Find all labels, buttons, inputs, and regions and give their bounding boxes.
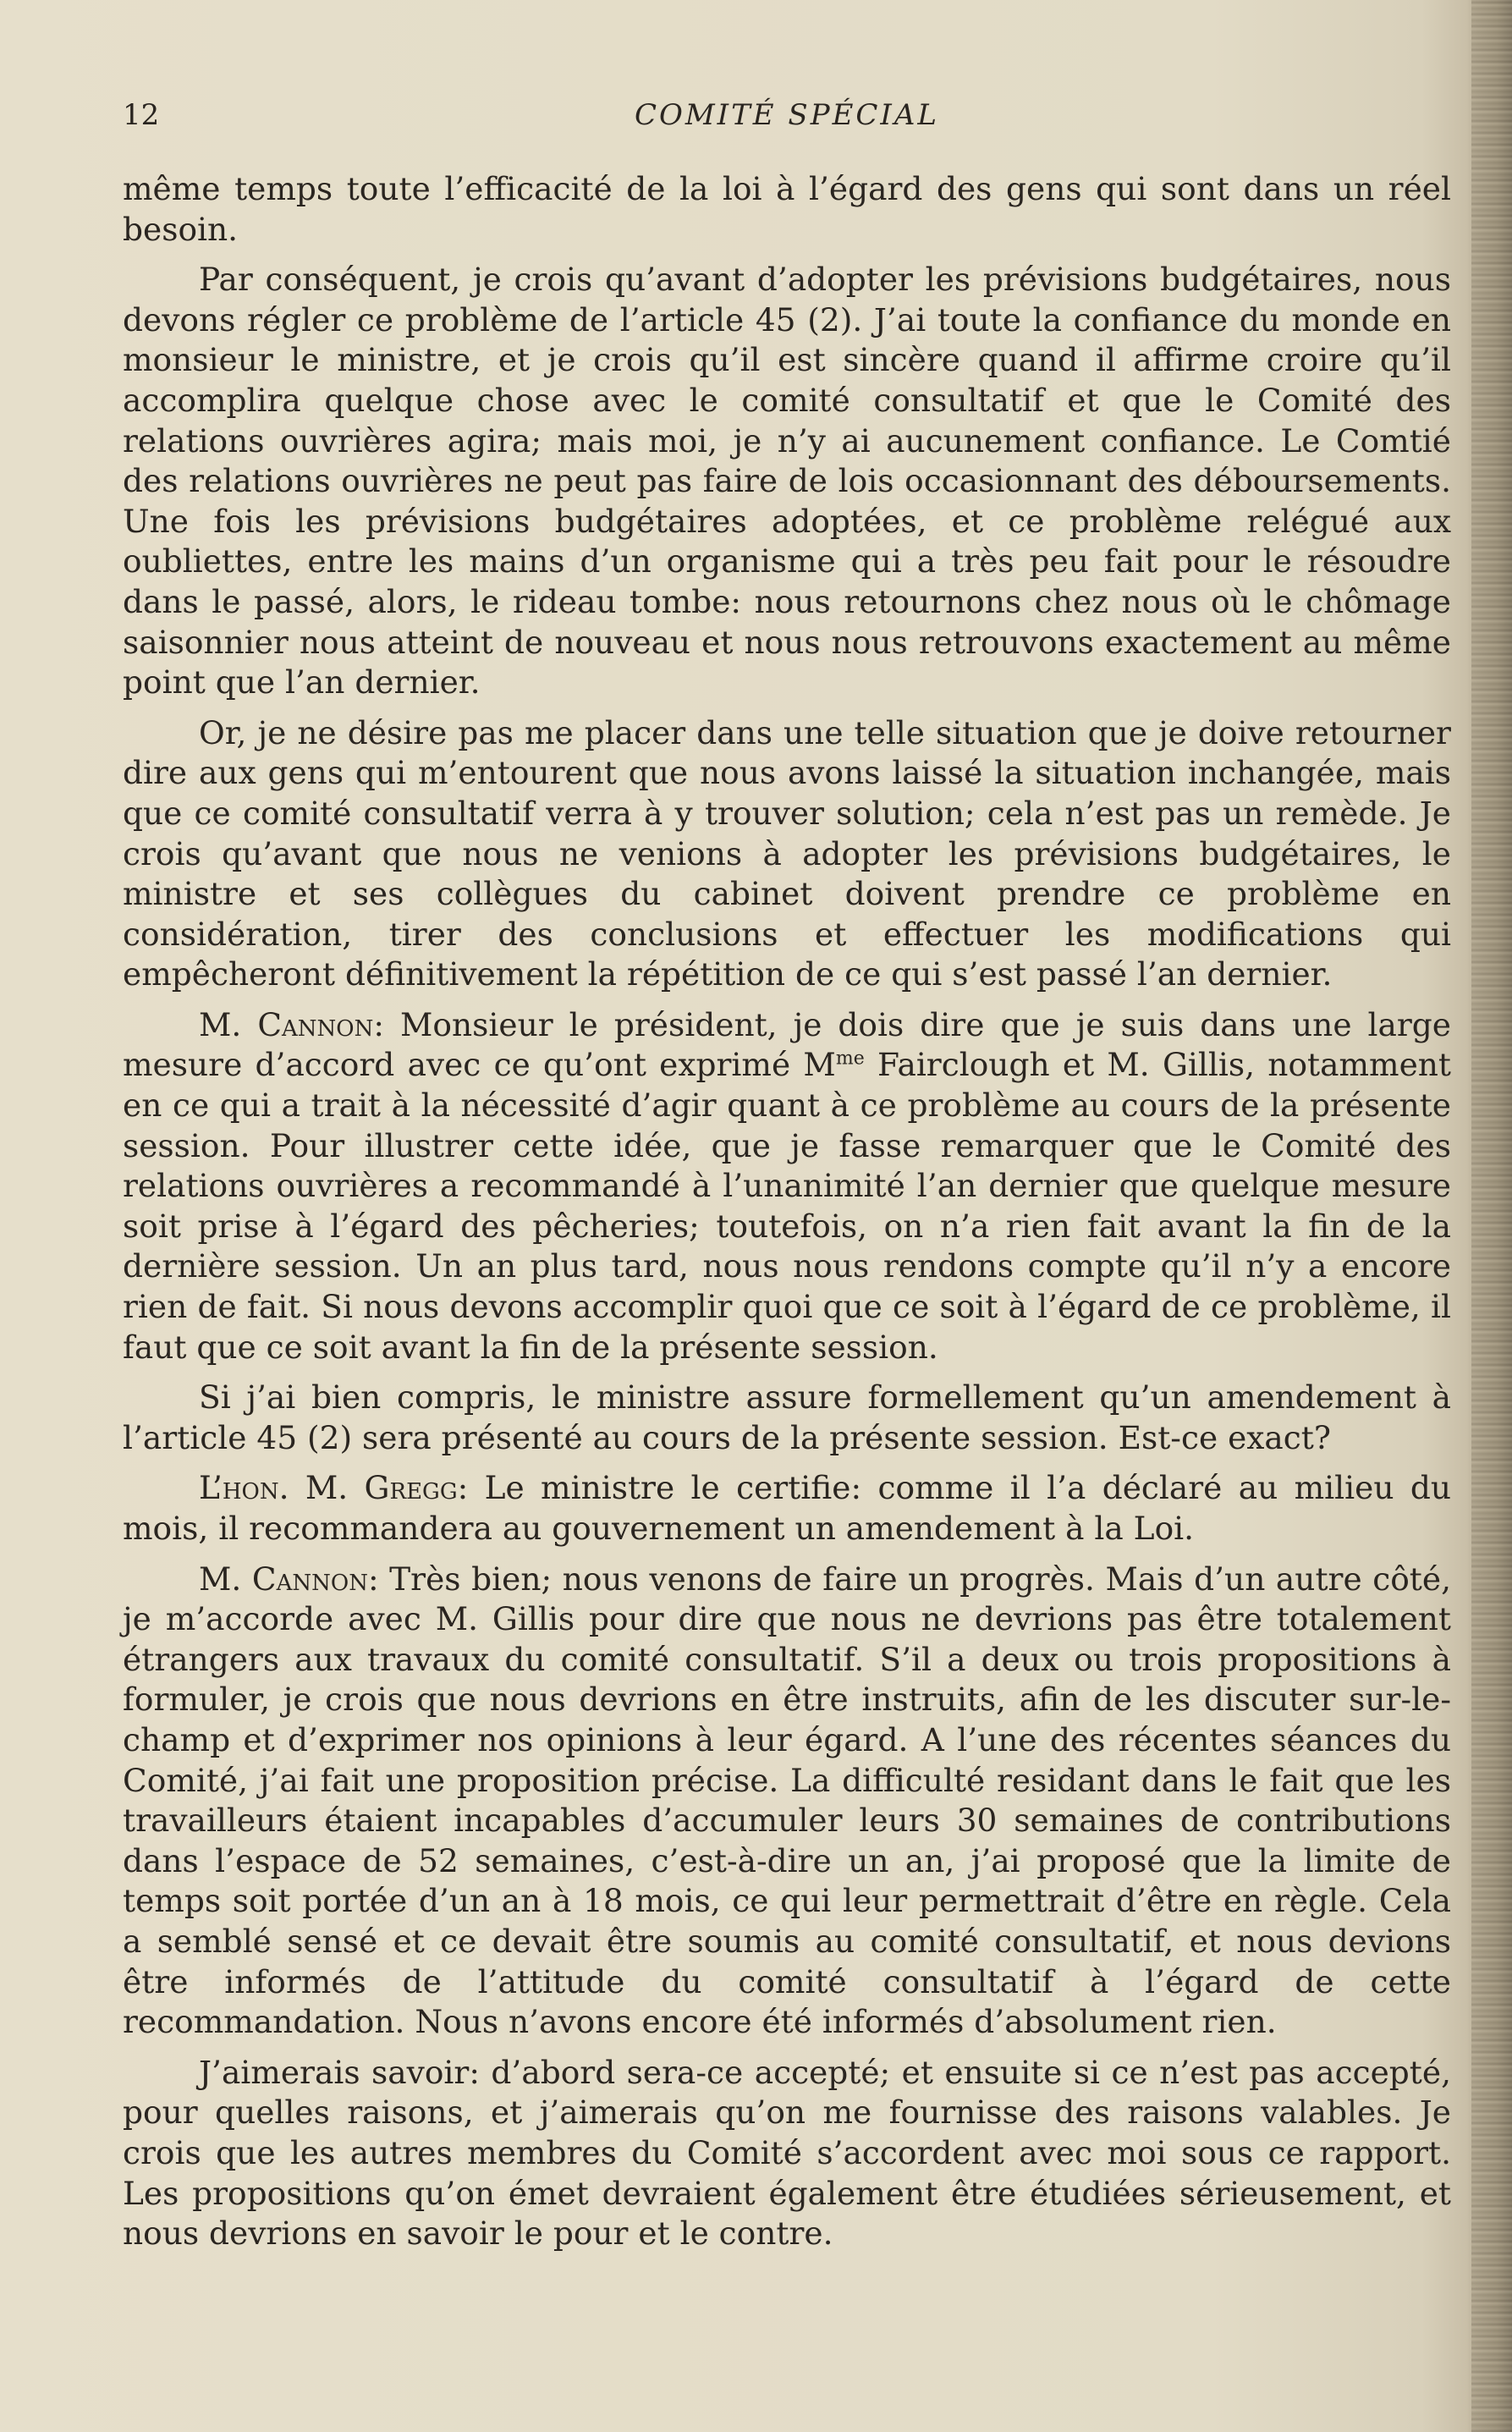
paragraph: [123, 260, 1451, 703]
superscript: me: [835, 1048, 865, 1070]
speaker-name: M. Cannon:: [199, 1005, 385, 1043]
page-number: 12: [123, 98, 160, 132]
paragraph-text: Or, je ne désire pas me placer dans une telle situation que je doive retourner dire aux gens qui m’entourent que nous avons laissé la situation inchangée, mais que ce comité consultatif verra à y trouver solution; cela n’est pas un remède. Je crois qu’avant que nous ne venions à adopter les prévisions budgétaires, le ministre et ses collègues du cabinet doivent prendre ce problème en considération, tirer des conclusions et effectuer les modifications qui empêcheront définitivement la répétition de ce qui s’est passé l’an dernier.: [123, 713, 1451, 993]
paragraph: [123, 713, 1451, 995]
paragraph: [123, 1560, 1451, 2043]
running-title: COMITÉ SPÉCIAL: [634, 98, 939, 132]
paragraph: [123, 1005, 1451, 1367]
paragraph: [123, 1468, 1451, 1549]
paragraph: [123, 2053, 1451, 2254]
page-header: [123, 98, 1451, 140]
paragraph-text: Par conséquent, je crois qu’avant d’adopter les prévisions budgétaires, nous devons régler ce problème de l’article 45 (2). J’ai toute la confiance du monde en monsieur le ministre, et je crois qu’il est sincère quand il affirme croire qu’il accomplira quelque chose avec le comité consultatif et que le Comité des relations ouvrières agira; mais moi, je n’y ai aucunement confiance. Le Comtié des relations ouvrières ne peut pas faire de lois occasionnant des déboursements. Une fois les prévisions budgétaires adoptées, et ce problème relégué aux oubliettes, entre les mains d’un organisme qui a très peu fait pour le résoudre dans le passé, alors, le rideau tombe: nous retournons chez nous où le chômage saisonnier nous atteint de nouveau et nous nous retrouvons exactement au même point que l’an dernier.: [123, 261, 1451, 702]
paragraph-text: Très bien; nous venons de faire un progrès. Mais d’un autre côté, je m’accorde avec M. Gillis pour dire que nous ne devrions pas être totalement étrangers aux travaux du comité consultatif. S’il a deux ou trois propositions à formuler, je crois que nous devrions en être instruits, afin de les discuter sur-le-champ et d’exprimer nos opinions à leur égard. A l’une des récentes séances du Comité, j’ai fait une proposition précise. La difficulté residant dans le fait que les travailleurs étaient incapables d’accumuler leurs 30 semaines de contributions dans l’espace de 52 semaines, c’est-à-dire un an, j’ai proposé que la limite de temps soit portée d’un an à 18 mois, ce qui leur permettrait d’être en règle. Cela a semblé sensé et ce devait être soumis au comité consultatif, et nous devions être informés de l’attitude du comité consultatif à l’égard de cette recommandation. Nous n’avons encore été informés d’absolument rien.: [123, 1560, 1451, 2041]
paragraph: [123, 169, 1451, 250]
speaker-name: L’hon. M. Gregg:: [199, 1469, 469, 1507]
paragraph-text: même temps toute l’efficacité de la loi à l’égard des gens qui sont dans un réel besoin.: [123, 170, 1451, 248]
paragraph-text: Monsieur le président, je dois dire que je suis dans une large mesure d’accord avec ce qu’ont exprimé M: [123, 1005, 1452, 1084]
paragraph-text: Fairclough et M. Gillis, notamment en ce qui a trait à la nécessité d’agir quant à ce problème au cours de la présente session. Pour illustrer cette idée, que je fasse remarquer que le Comité des relations ouvrières a recommandé à l’unanimité l’an dernier que quelque mesure soit prise à l’égard des pêcheries; toutefois, on n’a rien fait avant la fin de la dernière session. Un an plus tard, nous nous rendons compte qu’il n’y a encore rien de fait. Si nous devons accomplir quoi que ce soit à l’égard de ce problème, il faut que ce soit avant la fin de la présente session.: [123, 1046, 1451, 1366]
paragraph-text: Si j’ai bien compris, le ministre assure formellement qu’un amendement à l’article 45 (2) sera présenté au cours de la présente session. Est-ce exact?: [123, 1378, 1451, 1456]
page-body: [123, 169, 1451, 2264]
paragraph-text: J’aimerais savoir: d’abord sera-ce accepté; et ensuite si ce n’est pas accepté, pour quelles raisons, et j’aimerais qu’on me fournisse des raisons valables. Je crois que les autres membres du Comité s’accordent avec moi sous ce rapport. Les propositions qu’on émet devraient également être étudiées sérieusement, et nous devrions en savoir le pour et le contre.: [123, 2053, 1451, 2253]
paragraph-text: Le ministre le certifie: comme il l’a déclaré au milieu du mois, il recommandera au gouvernement un amendement à la Loi.: [123, 1469, 1452, 1547]
speaker-name: M. Cannon:: [199, 1560, 379, 1598]
paragraph: [123, 1378, 1451, 1458]
page-edge-shadow: [1471, 0, 1512, 2432]
